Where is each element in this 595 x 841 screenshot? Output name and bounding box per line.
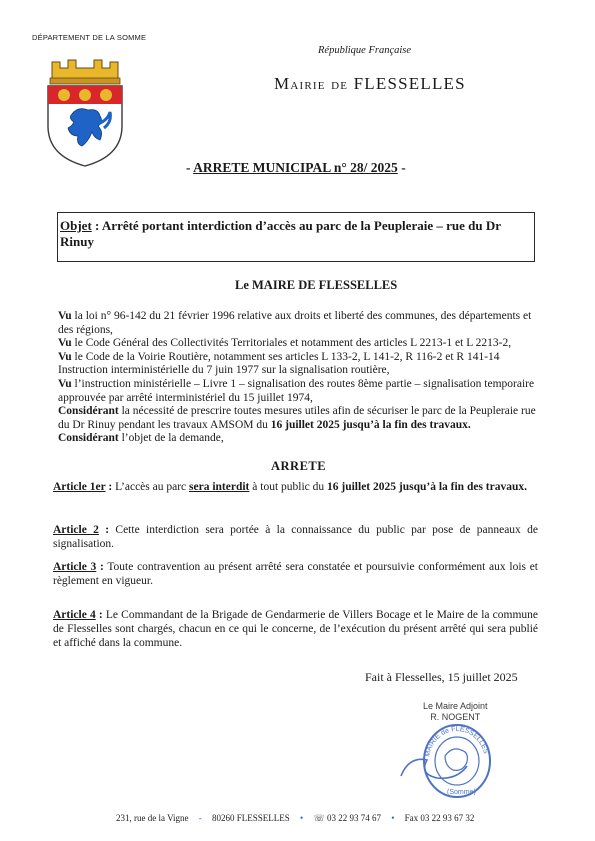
mairie-de: DE — [331, 80, 349, 92]
mairie-word-rest: AIRIE — [290, 80, 326, 92]
article-label: Article 3 — [53, 561, 97, 573]
department-label: DÉPARTEMENT DE LA SOMME — [32, 33, 147, 42]
article-text: Le Commandant de la Brigade de Gendarmerie de Villers Bocage et le Maire de la commune de Flesselles sont chargés, chacun en ce qui le concerne, de l’exécution du présent arrêté qui sera publié et affiché dans la commune. — [53, 609, 538, 649]
signature-name: R. NOGENT — [430, 712, 481, 722]
objet-label: Objet — [60, 218, 92, 233]
arrete-title — [186, 160, 406, 176]
visa-text: le Code Général des Collectivités Territoriales et notamment des articles L 2213-1 et L 2213-2, — [71, 337, 512, 350]
visas-block — [58, 310, 543, 446]
stamp-bottom-text: (Somme) — [447, 789, 476, 796]
stamp-text: MAIRIE de FLESSELLES — [424, 725, 490, 758]
objet-sep: : — [91, 218, 102, 233]
article-4 — [53, 608, 538, 650]
footer-fax: Fax 03 22 93 67 32 — [404, 813, 475, 823]
footer-separator: - — [198, 813, 202, 823]
article-label: Article 1er — [53, 481, 106, 493]
visa-line — [58, 337, 543, 351]
footer-phone: ☏ 03 22 93 74 67 — [313, 813, 381, 823]
svg-text:MAIRIE de FLESSELLES — [424, 726, 489, 757]
title-text: ARRETE MUNICIPAL n° 28/ 2025 — [193, 160, 398, 175]
visa-line — [58, 310, 543, 337]
title-prefix: - — [186, 160, 194, 175]
footer-postal: 80260 FLESSELLES — [212, 813, 290, 823]
visa-lead: Vu — [58, 337, 72, 350]
fait-a-date: Fait à Flesselles, 15 juillet 2025 — [365, 670, 518, 684]
signature-role: Le Maire Adjoint — [423, 701, 488, 711]
visa-lead: Vu — [58, 377, 72, 390]
visa-lead: Considérant — [58, 432, 119, 445]
footer-bullet: • — [391, 813, 395, 823]
footer-bullet: • — [300, 813, 304, 823]
coat-of-arms-icon — [42, 56, 128, 168]
mairie-title — [274, 74, 466, 94]
objet-body: Arrêté portant interdiction d’accès au parc de la Peupleraie – rue du Dr Rinuy — [60, 218, 501, 249]
objet-text — [60, 218, 530, 250]
visa-lead: Considérant — [58, 405, 119, 418]
visa-bold-tail: 16 juillet 2025 jusqu’à la fin des travaux. — [270, 418, 471, 431]
le-maire-heading: Le MAIRE DE FLESSELLES — [235, 278, 398, 292]
mairie-town-name: FLESSELLES — [353, 74, 466, 93]
article-colon: : — [96, 561, 104, 573]
article-colon: : — [105, 481, 113, 493]
arrete-heading: ARRETE — [271, 459, 327, 473]
mairie-big-letter: M — [274, 74, 291, 93]
article-text: L’accès au parc — [112, 481, 190, 493]
article-3 — [53, 560, 538, 588]
visa-text: l’instruction ministérielle – Livre 1 – signalisation des routes 8ème partie – signalisation temporaire approuvée par arrêté interministériel du 15 juillet 1974, — [58, 377, 535, 404]
article-emphasis: sera interdit — [189, 481, 250, 493]
footer-address: 231, rue de la Vigne — [116, 813, 189, 823]
article-label: Article 4 — [53, 609, 96, 621]
article-2 — [53, 523, 538, 551]
visa-text: l’objet de la demande, — [118, 432, 224, 445]
visa-text: la nécessité de prescrire toutes mesures utiles afin de sécuriser le parc de la Peupleraie rue du Dr Rinuy pendant les travaux AMSOM du — [58, 405, 536, 431]
title-suffix: - — [397, 160, 406, 175]
article-text: Toute contravention au présent arrêté sera constatée et poursuivie conformément aux lois et règlement en vigueur. — [53, 561, 538, 587]
article-1 — [53, 480, 538, 494]
visa-lead: Vu — [58, 350, 72, 363]
visa-text: le Code de la Voirie Routière, notamment ses articles L 133-2, L 141-2, R 116-2 et R 141-14 Instruction interministérielle du 7 juin 1977 sur la signalisation routière, — [58, 350, 500, 377]
visa-lead: Vu — [58, 310, 72, 322]
article-text: Cette interdiction sera portée à la connaissance du public par pose de panneaux de signalisation. — [53, 524, 538, 550]
article-colon: : — [95, 609, 103, 621]
article-bold: 16 juillet 2025 jusqu’à la fin des travaux. — [327, 481, 528, 493]
visa-line — [58, 432, 543, 446]
visa-line — [58, 351, 543, 378]
footer — [116, 813, 474, 824]
visa-text: la loi n° 96-142 du 21 février 1996 relative aux droits et liberté des communes, des départements et des régions, — [58, 310, 532, 336]
article-label: Article 2 — [53, 524, 99, 536]
visa-line — [58, 405, 543, 432]
republique-francaise: République Française — [318, 45, 412, 56]
article-text: à tout public du — [249, 481, 328, 493]
municipal-stamp-icon — [397, 716, 497, 806]
visa-line — [58, 378, 543, 405]
article-colon: : — [98, 524, 110, 536]
